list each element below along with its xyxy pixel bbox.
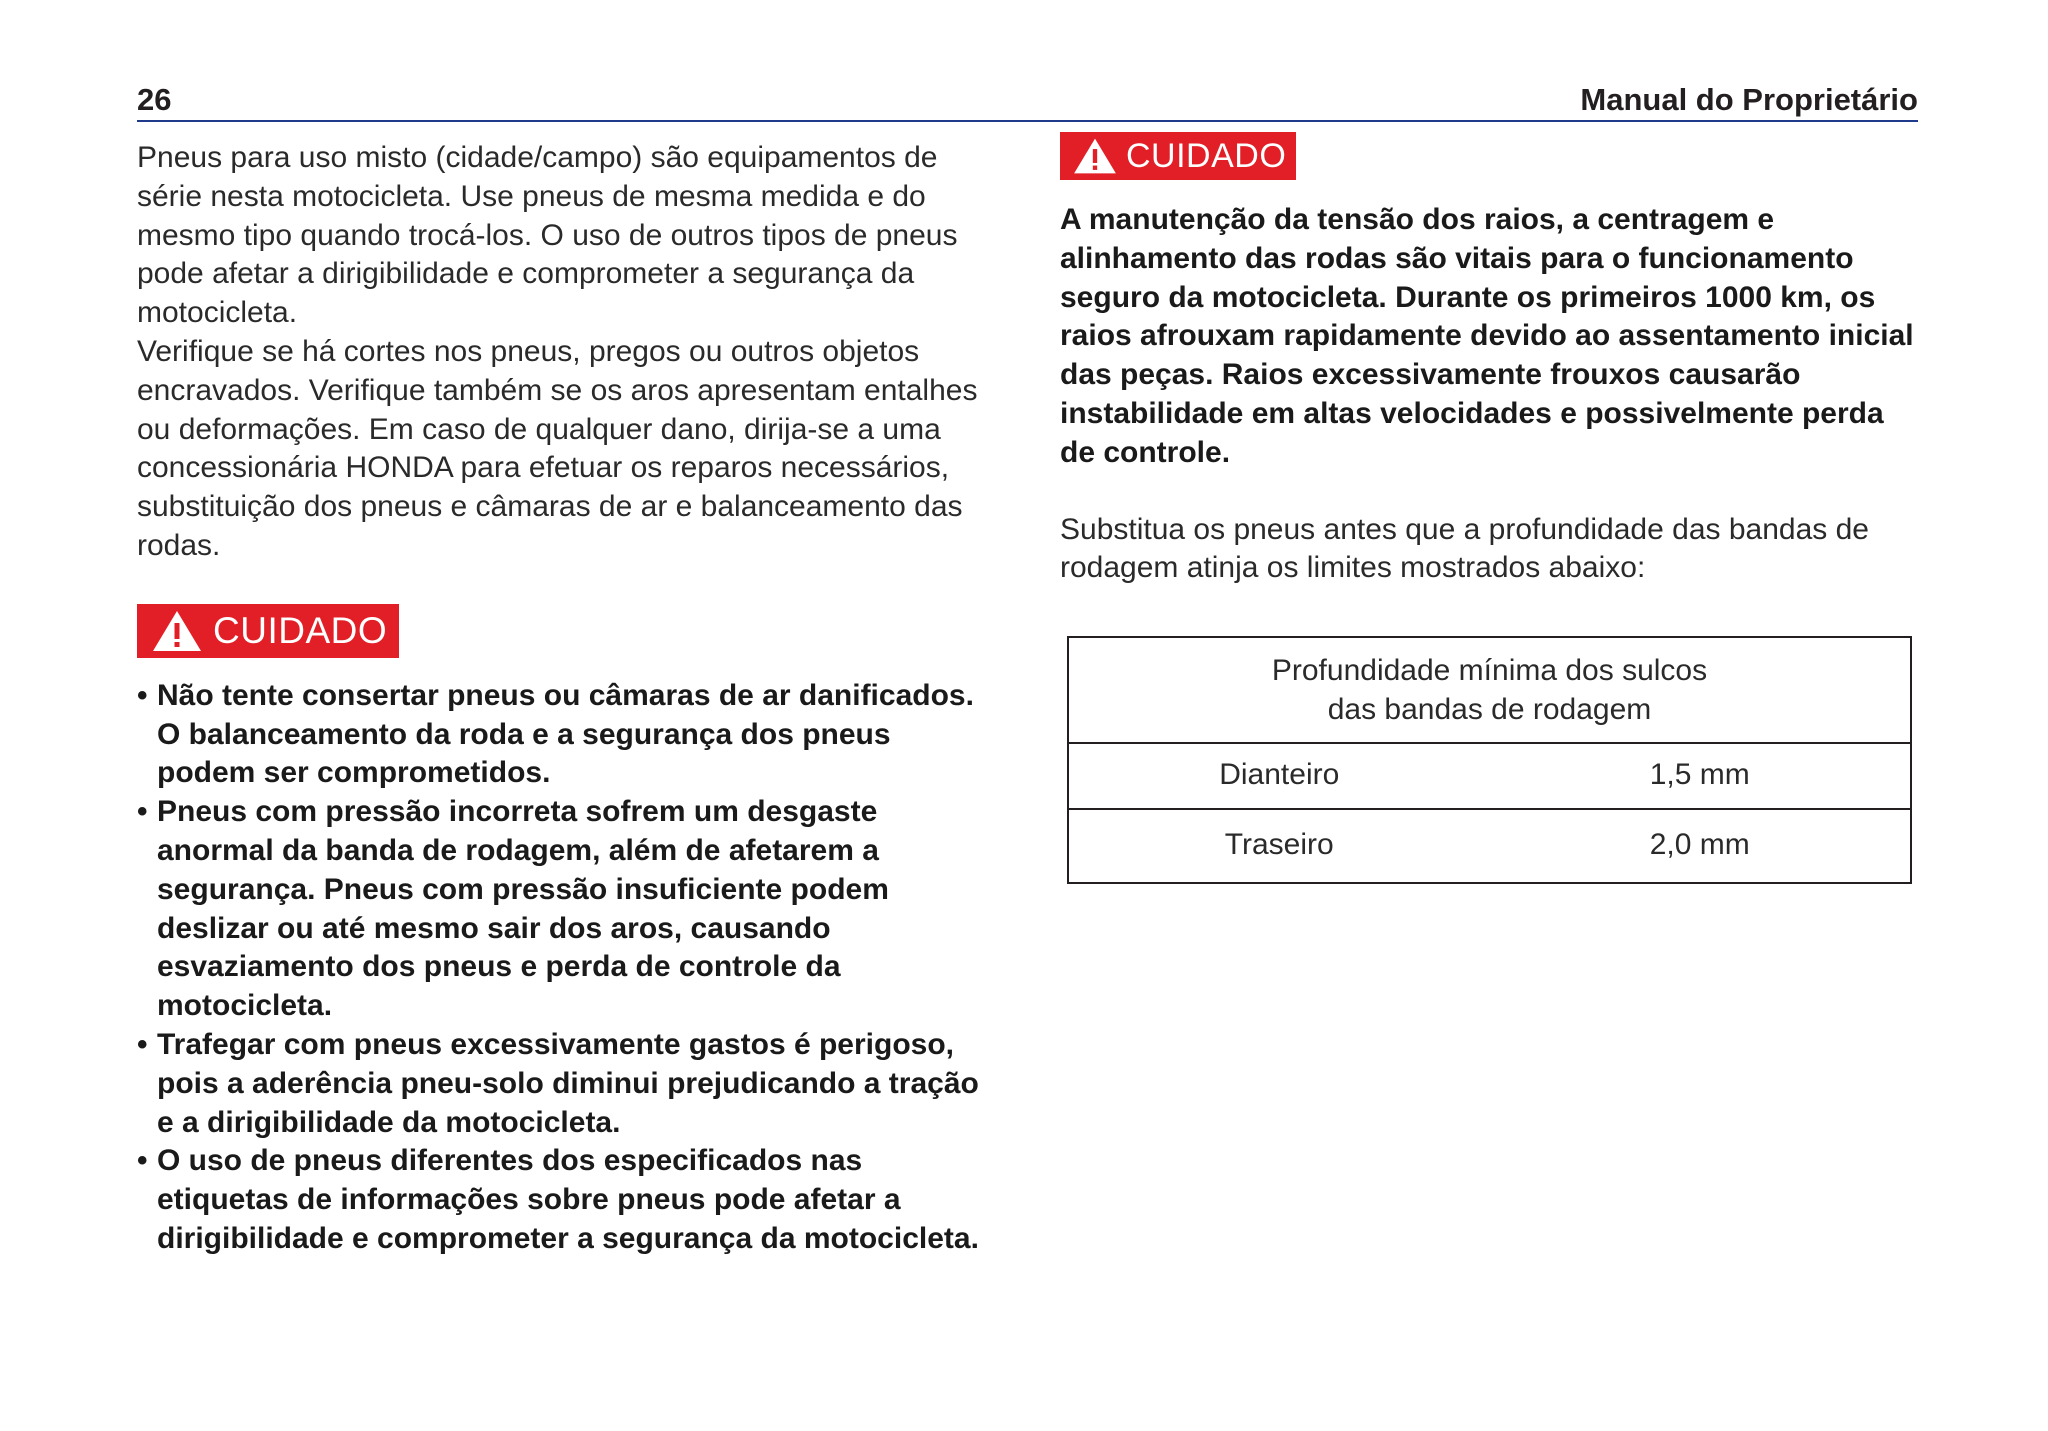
tire-inspection-paragraph: Verifique se há cortes nos pneus, pregos ou outros objetos encravados. Verifique também se os aros apresentam entalhes ou deformações. Em caso de qualquer dano, dirija-se a uma concessionária HONDA para efetuar os reparos necessários, substituição dos pneus e câmaras de ar e balanceamento das rodas. (137, 334, 978, 562)
spoke-tension-warning: A manutenção da tensão dos raios, a centragem e alinhamento das rodas são vitais para o funcionamento seguro da motocicleta. Durante os primeiros 1000 km, os raios afrouxam rapidamente devido ao assentamento inicial das peças. Raios excessivamente frouxos causarão instabilidade em altas velocidades e possivelmente perda de controle. (1060, 203, 1914, 469)
tread-limit-intro: Substitua os pneus antes que a profundidade das bandas de rodagem atinja os limites mostrados abaixo: (1060, 512, 1869, 585)
caution-list-item (137, 793, 997, 1026)
page-header (137, 80, 1918, 122)
tire-type-paragraph: Pneus para uso misto (cidade/campo) são equipamentos de série nesta motocicleta. Use pneus de mesma medida e do mesmo tipo quando trocá-los. O uso de outros tipos de pneus pode afetar a dirigibilidade e comprometer a segurança da motocicleta. (137, 141, 958, 330)
caution-list-item (137, 677, 997, 793)
table-row (1068, 743, 1911, 809)
caution-item-text: Não tente consertar pneus ou câmaras de ar danificados. O balanceamento da roda e a segurança dos pneus podem ser comprometidos. (157, 678, 974, 790)
bullet-marker: • (137, 678, 148, 712)
caution-list-item (137, 1026, 997, 1142)
table-header-row (1068, 637, 1911, 743)
warning-triangle-icon (1072, 136, 1118, 176)
bullet-marker: • (137, 1027, 148, 1061)
table-header-line: das bandas de rodagem (1327, 692, 1652, 726)
caution-label: CUIDADO (213, 609, 388, 651)
bullet-marker: • (137, 1144, 148, 1178)
page-number: 26 (137, 82, 172, 117)
row-value: 1,5 mm (1490, 743, 1912, 809)
row-label: Traseiro (1224, 828, 1334, 862)
caution-banner (1060, 132, 1296, 180)
caution-label: CUIDADO (1126, 136, 1287, 175)
bullet-marker: • (137, 795, 148, 829)
caution-banner (137, 604, 399, 658)
row-value: 2,0 mm (1649, 828, 1750, 862)
tread-depth-table (1067, 636, 1912, 884)
table-row (1068, 809, 1911, 883)
table-header-line: Profundidade mínima dos sulcos (1271, 654, 1708, 687)
right-column (1060, 132, 1920, 588)
caution-list (137, 677, 997, 1259)
warning-triangle-icon (151, 608, 203, 654)
page-header-title: Manual do Proprietário (1580, 82, 1918, 117)
table-header (1068, 637, 1911, 743)
left-column (137, 139, 997, 1259)
caution-item-text: Trafegar com pneus excessivamente gastos é perigoso, pois a aderência pneu-solo diminui prejudicando a tração e a dirigibilidade da motocicleta. (157, 1027, 979, 1139)
row-label: Dianteiro (1068, 743, 1490, 809)
caution-item-text: Pneus com pressão incorreta sofrem um desgaste anormal da banda de rodagem, além de afetarem a segurança. Pneus com pressão insuficiente podem deslizar ou até mesmo sair dos aros, causando esvaziamento dos pneus e perda de controle da motocicleta. (157, 795, 889, 1023)
caution-list-item (137, 1142, 997, 1258)
caution-item-text: O uso de pneus diferentes dos especificados nas etiquetas de informações sobre pneus pode afetar a dirigibilidade e comprometer a segurança da motocicleta. (157, 1144, 979, 1255)
